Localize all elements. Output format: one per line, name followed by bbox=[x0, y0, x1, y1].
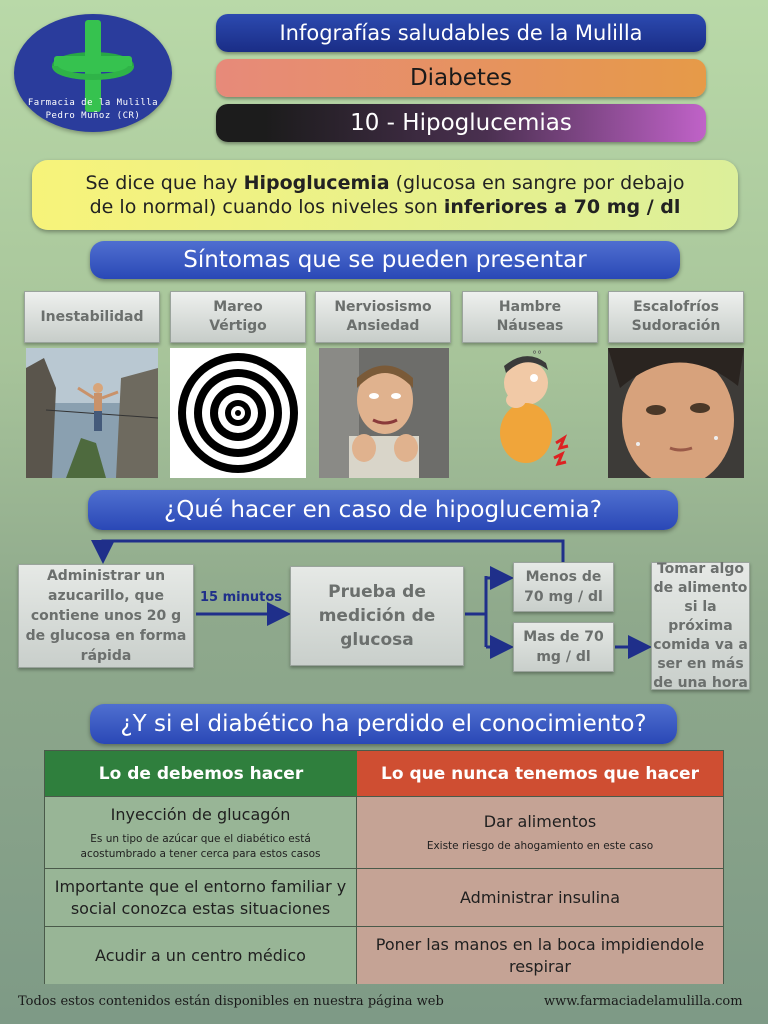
what-to-do-heading: ¿Qué hacer en caso de hipoglucemia? bbox=[88, 490, 678, 530]
table-cell-do bbox=[45, 926, 357, 984]
symptom-label-instability bbox=[24, 291, 160, 343]
cell-main-text: Poner las manos en la boca impidiendole respirar bbox=[375, 934, 705, 976]
symptom-line: Sudoración bbox=[631, 318, 721, 334]
spiral-image bbox=[170, 348, 306, 478]
unconscious-heading: ¿Y si el diabético ha perdido el conocimiento? bbox=[90, 704, 677, 744]
sweating-boy-image bbox=[608, 348, 744, 478]
cell-main-text: Dar alimentos bbox=[483, 812, 597, 831]
logo-line-2: Pedro Muñoz (CR) bbox=[45, 111, 141, 121]
more-than-70-box: Mas de 70 mg / dl bbox=[513, 622, 614, 672]
instability-image bbox=[26, 348, 158, 478]
cell-main-text: Inyección de glucagón bbox=[110, 804, 291, 824]
cell-main-text: Importante que el entorno familiar y social conozca estas situaciones bbox=[54, 876, 347, 918]
wait-label: 15 minutos bbox=[199, 590, 282, 605]
symptom-label-dizziness bbox=[170, 291, 306, 343]
symptom-line: Hambre bbox=[498, 299, 562, 315]
column-header-dont: Lo que nunca tenemos que hacer bbox=[357, 751, 723, 796]
footer-note: Todos estos contenidos están disponibles en nuestra página web bbox=[18, 994, 444, 1009]
administer-sugar-box: Administrar un azucarillo, que contiene unos 20 g de glucosa en forma rápida bbox=[18, 564, 194, 668]
definition-box bbox=[32, 160, 738, 230]
symptom-label-chills bbox=[608, 291, 744, 343]
glucose-test-box: Prueba de medición de glucosa bbox=[290, 566, 464, 666]
series-title-banner: Infografías saludables de la Mulilla bbox=[216, 14, 706, 52]
symptom-label-hunger bbox=[462, 291, 598, 343]
cell-main-text: Administrar insulina bbox=[460, 887, 620, 907]
table-cell-dont bbox=[357, 868, 723, 926]
symptom-line: Ansiedad bbox=[346, 318, 420, 334]
intro-bold-threshold: inferiores a 70 mg / dl bbox=[443, 196, 681, 218]
intro-text-1: Se dice que hay bbox=[85, 172, 244, 194]
website-link[interactable]: www.farmaciadelamulilla.com bbox=[544, 994, 743, 1009]
intro-text-2: (glucosa en sangre por debajo bbox=[389, 172, 685, 194]
symptoms-heading: Síntomas que se pueden presentar bbox=[90, 241, 680, 279]
chapter-banner: 10 - Hipoglucemias bbox=[216, 104, 706, 142]
intro-bold-hypoglycemia: Hipoglucemia bbox=[243, 172, 390, 194]
cell-main-text: Acudir a un centro médico bbox=[95, 945, 306, 965]
table-cell-dont bbox=[357, 796, 723, 868]
symptom-line: Inestabilidad bbox=[40, 308, 144, 325]
svg-text:°°: °° bbox=[532, 350, 542, 361]
symptom-line: Vértigo bbox=[209, 318, 267, 334]
symptom-line: Mareo bbox=[213, 299, 263, 315]
topic-banner: Diabetes bbox=[216, 59, 706, 97]
column-header-do: Lo de debemos hacer bbox=[45, 751, 357, 796]
intro-text-3: de lo normal) cuando los niveles son bbox=[89, 196, 444, 218]
symptom-line: Escalofríos bbox=[633, 299, 719, 315]
cell-note-text: Es un tipo de azúcar que el diabético está acostumbrado a tener cerca para estos casos bbox=[80, 832, 321, 860]
cell-note-text: Existe riesgo de ahogamiento en este caso bbox=[426, 840, 654, 852]
nervous-man-image bbox=[319, 348, 449, 478]
symptom-label-nervousness bbox=[315, 291, 451, 343]
logo-line-1: Farmacia de la Mulilla bbox=[27, 98, 159, 108]
symptom-line: Nerviosismo bbox=[334, 299, 432, 315]
symptom-line: Náuseas bbox=[496, 318, 564, 334]
pharmacy-logo bbox=[14, 14, 172, 132]
less-than-70-box: Menos de 70 mg / dl bbox=[513, 562, 614, 612]
table-cell-dont bbox=[357, 926, 723, 984]
eat-something-box: Tomar algo de alimento si la próxima comida va a ser en más de una hora bbox=[651, 562, 750, 690]
nausea-cartoon-image bbox=[476, 348, 584, 478]
table-cell-do bbox=[45, 796, 357, 868]
do-dont-table bbox=[44, 750, 724, 984]
table-cell-do bbox=[45, 868, 357, 926]
